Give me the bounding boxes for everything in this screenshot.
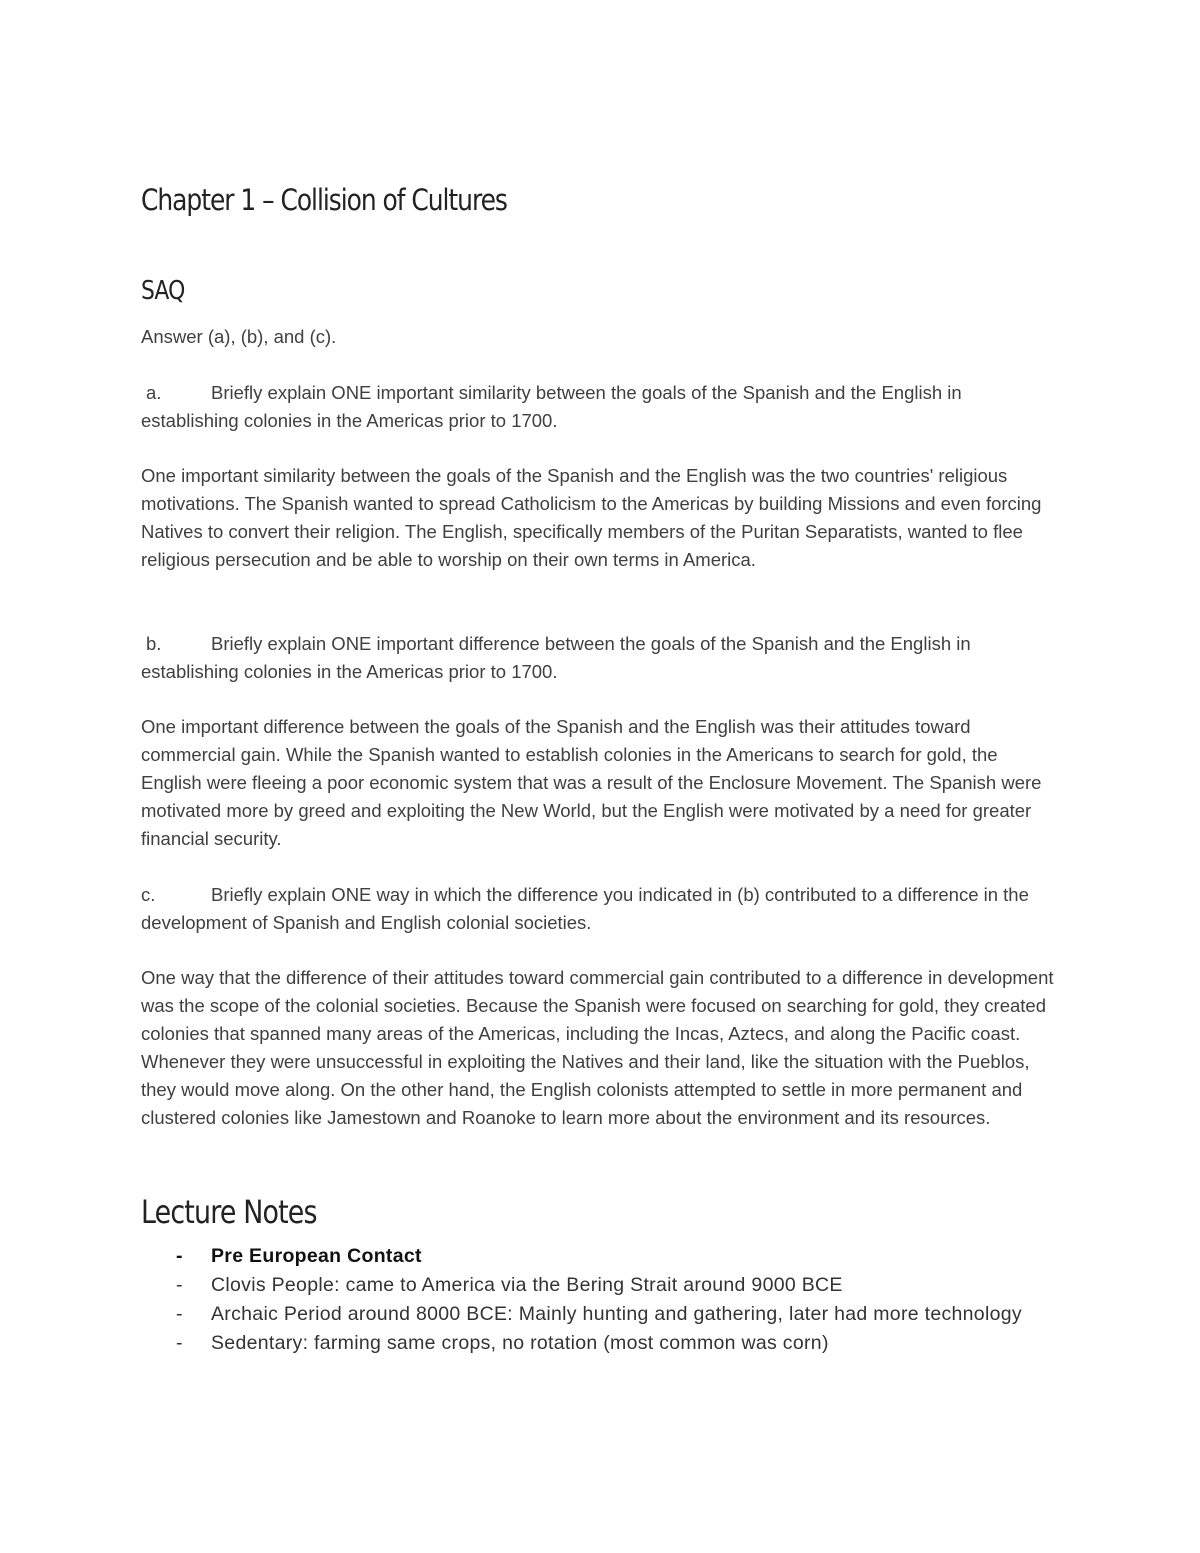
question-a [141,379,1061,435]
list-item [141,1329,1061,1358]
list-item [141,1271,1061,1300]
answer-c: One way that the difference of their attitudes toward commercial gain contributed to a difference in development was the scope of the colonial societies. Because the Spanish were focused on searching for gold, they created colonies that spanned many areas of the Americas, including the Incas, Aztecs, and along the Pacific coast. Whenever they were unsuccessful in exploiting the Natives and their land, like the situation with the Pueblos, they would move along. On the other hand, the English colonists attempted to settle in more permanent and clustered colonies like Jamestown and Roanoke to learn more about the environment and its resources. [141,967,1054,1128]
bullet-dash: - [176,1274,183,1296]
question-c [141,881,1061,937]
question-a-label: a. [146,382,162,403]
question-c-prompt: Briefly explain ONE way in which the difference you indicated in (b) contributed to a difference in the development of Spanish and English colonial societies. [141,884,1029,933]
question-b-prompt: Briefly explain ONE important difference between the goals of the Spanish and the English in establishing colonies in the Americas prior to 1700. [141,633,971,682]
note-text: Archaic Period around 8000 BCE: Mainly hunting and gathering, later had more technology [211,1303,1022,1325]
list-item [141,1242,1061,1271]
saq-heading: SAQ [141,276,185,306]
note-text: Clovis People: came to America via the Bering Strait around 9000 BCE [211,1274,843,1296]
list-item [141,1300,1061,1329]
note-text: Pre European Contact [211,1245,422,1267]
question-b-label: b. [146,633,162,654]
lecture-notes-list [141,1242,1061,1358]
bullet-dash: - [176,1332,183,1354]
lecture-notes-heading: Lecture Notes [141,1193,317,1231]
question-b [141,630,1061,686]
answer-b: One important difference between the goals of the Spanish and the English was their attitudes toward commercial gain. While the Spanish wanted to establish colonies in the Americans to search for gold, the English were fleeing a poor economic system that was a result of the Enclosure Movement. The Spanish were motivated more by greed and exploiting the New World, but the English were motivated by a need for greater financial security. [141,716,1042,849]
page-title: Chapter 1 – Collision of Cultures [141,183,507,217]
bullet-dash: - [176,1303,183,1325]
note-text: Sedentary: farming same crops, no rotation (most common was corn) [211,1332,829,1354]
instructions-text: Answer (a), (b), and (c). [141,326,337,347]
question-c-label: c. [141,884,156,905]
bullet-dash: - [176,1245,183,1267]
question-a-prompt: Briefly explain ONE important similarity between the goals of the Spanish and the English in establishing colonies in the Americas prior to 1700. [141,382,962,431]
answer-a: One important similarity between the goals of the Spanish and the English was the two countries' religious motivations. The Spanish wanted to spread Catholicism to the Americas by building Missions and even forcing Natives to convert their religion. The English, specifically members of the Puritan Separatists, wanted to flee religious persecution and be able to worship on their own terms in America. [141,465,1042,570]
